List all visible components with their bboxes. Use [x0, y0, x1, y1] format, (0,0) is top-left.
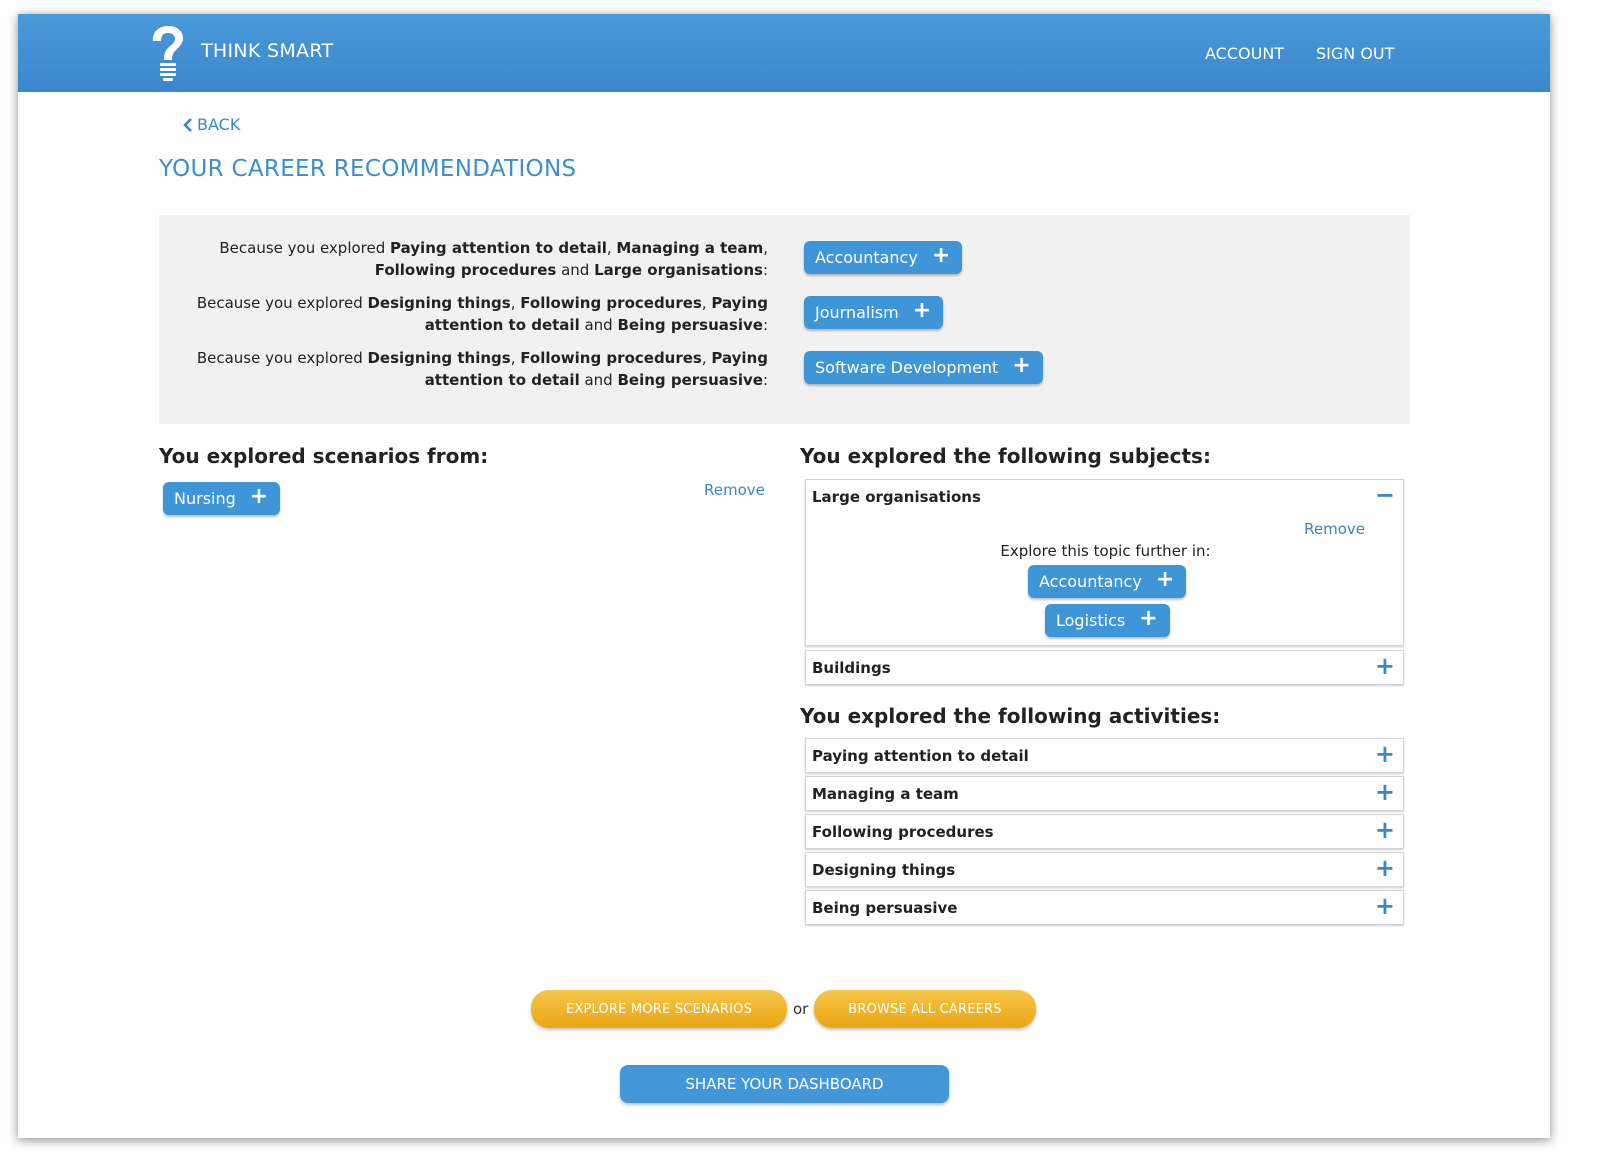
reason-term: Being persuasive: [617, 371, 763, 389]
plus-icon[interactable]: +: [1374, 854, 1395, 882]
subject-title: Large organisations: [812, 488, 981, 506]
reason-term: Paying: [711, 349, 768, 367]
career-pill-label: Logistics: [1056, 611, 1126, 630]
activity-title: Designing things: [812, 861, 956, 879]
scenario-pill-nursing[interactable]: [163, 482, 280, 515]
back-link[interactable]: [183, 115, 240, 134]
recommendation-reason: [168, 292, 768, 336]
remove-scenario-link[interactable]: Remove: [704, 481, 765, 499]
reason-sep: ,: [701, 294, 712, 312]
plus-icon: +: [912, 298, 932, 323]
reason-term: attention to detail: [424, 316, 580, 334]
reason-sep: ,: [510, 294, 521, 312]
reason-sep: :: [762, 316, 768, 334]
reason-prefix: Because you explored: [219, 239, 391, 257]
explore-more-scenarios-button[interactable]: EXPLORE MORE SCENARIOS: [531, 990, 787, 1028]
career-pill-label: Accountancy: [815, 248, 918, 267]
scenarios-heading: You explored scenarios from:: [159, 444, 489, 468]
reason-term: Designing things: [367, 349, 511, 367]
activity-accordion[interactable]: [805, 738, 1404, 773]
career-pill-software-development[interactable]: [804, 351, 1043, 384]
chevron-left-icon: [183, 118, 193, 132]
explore-further-label: Explore this topic further in:: [1000, 542, 1211, 560]
plus-icon[interactable]: +: [1374, 652, 1395, 680]
account-link[interactable]: ACCOUNT: [1205, 44, 1285, 63]
activity-accordion[interactable]: [805, 890, 1404, 925]
reason-term: Large organisations: [594, 261, 763, 279]
plus-icon[interactable]: +: [1374, 740, 1395, 768]
reason-term: Managing a team: [616, 239, 764, 257]
career-pill-accountancy[interactable]: [804, 241, 962, 274]
share-dashboard-button[interactable]: SHARE YOUR DASHBOARD: [620, 1065, 949, 1103]
recommendations-panel: [159, 215, 1410, 424]
reason-prefix: Because you explored: [196, 349, 368, 367]
reason-sep: :: [762, 261, 768, 279]
career-pill-label: Journalism: [815, 303, 899, 322]
brand-name: THINK SMART: [201, 40, 334, 62]
reason-sep: :: [762, 371, 768, 389]
activity-title: Paying attention to detail: [812, 747, 1029, 765]
page-title: YOUR CAREER RECOMMENDATIONS: [159, 156, 577, 182]
recommendation-reason: [168, 347, 768, 391]
recommendation-row: [159, 347, 1410, 397]
recommendation-row: [159, 292, 1410, 342]
career-pill-label: Accountancy: [1039, 572, 1142, 591]
reason-term: Following procedures: [520, 294, 702, 312]
reason-term: Paying attention to detail: [390, 239, 607, 257]
sign-out-link[interactable]: SIGN OUT: [1316, 44, 1395, 63]
plus-icon[interactable]: +: [1374, 892, 1395, 920]
scenario-pill-label: Nursing: [174, 489, 236, 508]
plus-icon: +: [1012, 353, 1031, 378]
reason-sep: and: [579, 371, 618, 389]
plus-icon: +: [931, 243, 951, 268]
subject-accordion-buildings[interactable]: [805, 650, 1404, 685]
subject-accordion-large-organisations: [805, 479, 1404, 646]
plus-icon: +: [1139, 606, 1158, 631]
reason-sep: ,: [510, 349, 521, 367]
plus-icon: +: [249, 484, 269, 509]
reason-term: Paying: [711, 294, 768, 312]
minus-icon[interactable]: −: [1374, 481, 1395, 509]
reason-term: Being persuasive: [617, 316, 763, 334]
activities-heading: You explored the following activities:: [800, 704, 1221, 728]
career-pill-accountancy[interactable]: [1028, 565, 1186, 598]
career-pill-journalism[interactable]: [804, 296, 943, 329]
career-pill-label: Software Development: [815, 358, 999, 377]
subject-title: Buildings: [812, 659, 891, 677]
recommendation-reason: [168, 237, 768, 281]
app-window: [18, 14, 1550, 1138]
reason-term: Designing things: [367, 294, 511, 312]
plus-icon[interactable]: +: [1374, 816, 1395, 844]
activity-accordion[interactable]: [805, 776, 1404, 811]
subjects-heading: You explored the following subjects:: [800, 444, 1211, 468]
activity-title: Being persuasive: [812, 899, 958, 917]
lightbulb-question-logo-icon: [150, 24, 186, 84]
reason-sep: ,: [606, 239, 617, 257]
plus-icon[interactable]: +: [1374, 778, 1395, 806]
reason-sep: and: [579, 316, 618, 334]
back-label: BACK: [197, 115, 241, 134]
activity-accordion[interactable]: [805, 852, 1404, 887]
activity-accordion[interactable]: [805, 814, 1404, 849]
reason-term: Following procedures: [374, 261, 557, 279]
career-pill-logistics[interactable]: [1045, 604, 1170, 637]
reason-prefix: Because you explored: [196, 294, 368, 312]
plus-icon: +: [1155, 567, 1175, 592]
remove-subject-link[interactable]: Remove: [1304, 520, 1365, 538]
activity-title: Managing a team: [812, 785, 959, 803]
reason-sep: ,: [701, 349, 712, 367]
reason-term: Following procedures: [520, 349, 702, 367]
reason-sep: ,: [763, 239, 768, 257]
top-navigation-bar: [18, 14, 1550, 92]
or-separator: or: [793, 1000, 809, 1018]
recommendation-row: [159, 237, 1410, 287]
reason-sep: and: [556, 261, 595, 279]
reason-term: attention to detail: [424, 371, 580, 389]
activity-title: Following procedures: [812, 823, 994, 841]
browse-all-careers-button[interactable]: BROWSE ALL CAREERS: [814, 990, 1036, 1028]
